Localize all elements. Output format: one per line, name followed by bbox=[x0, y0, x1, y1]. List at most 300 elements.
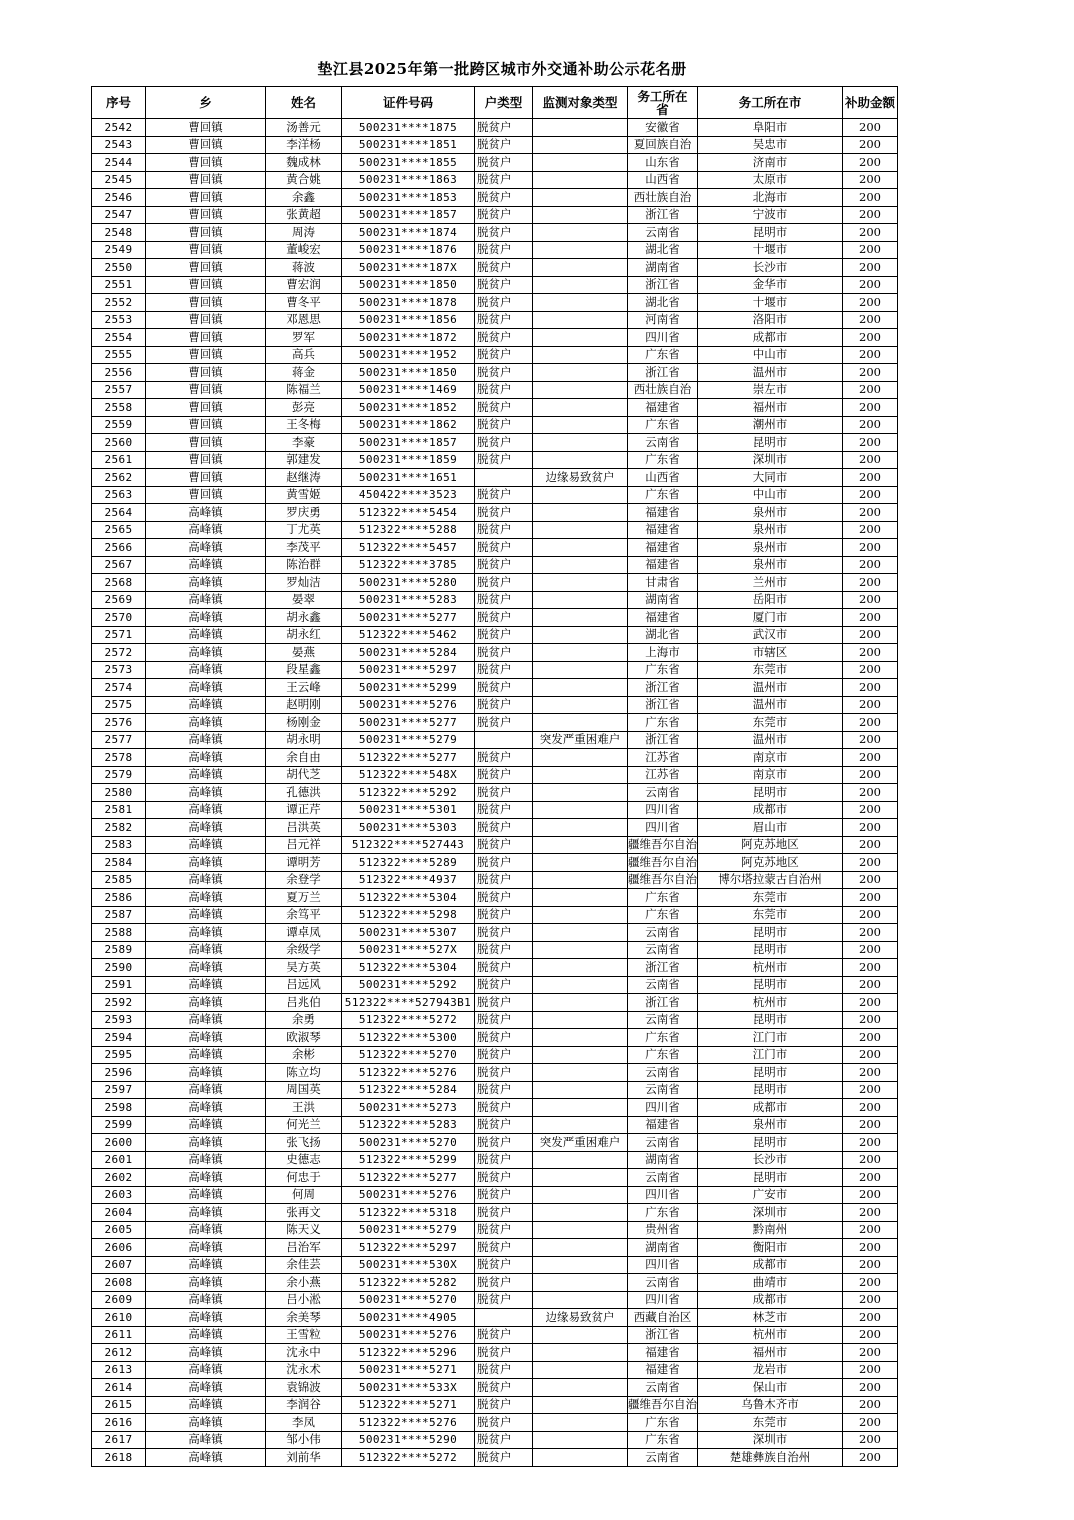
cell-monitor-type bbox=[533, 1046, 628, 1064]
cell-name: 蒋波 bbox=[266, 259, 342, 277]
cell-household-type: 脱贫户 bbox=[475, 1029, 533, 1047]
cell-name: 沈永术 bbox=[266, 1361, 342, 1379]
cell-work-province: 上海市 bbox=[628, 644, 698, 662]
cell-household-type: 脱贫户 bbox=[475, 941, 533, 959]
cell-subsidy: 200 bbox=[843, 329, 898, 347]
cell-township: 高峰镇 bbox=[146, 731, 266, 749]
cell-index: 2550 bbox=[92, 259, 146, 277]
col-header-township: 乡 bbox=[146, 87, 266, 119]
cell-id-number: 500231****1857 bbox=[342, 206, 475, 224]
cell-monitor-type bbox=[533, 136, 628, 154]
cell-monitor-type bbox=[533, 276, 628, 294]
cell-name: 曹宏润 bbox=[266, 276, 342, 294]
cell-subsidy: 200 bbox=[843, 1221, 898, 1239]
cell-index: 2591 bbox=[92, 976, 146, 994]
cell-name: 胡永鑫 bbox=[266, 609, 342, 627]
cell-township: 曹回镇 bbox=[146, 399, 266, 417]
cell-work-province: 湖南省 bbox=[628, 1151, 698, 1169]
table-row bbox=[92, 416, 898, 434]
table-row bbox=[92, 1344, 898, 1362]
cell-id-number: 512322****4937 bbox=[342, 871, 475, 889]
cell-subsidy: 200 bbox=[843, 1291, 898, 1309]
cell-name: 罗灿洁 bbox=[266, 574, 342, 592]
cell-work-province: 浙江省 bbox=[628, 364, 698, 382]
cell-id-number: 512322****5298 bbox=[342, 906, 475, 924]
cell-id-number: 512322****5297 bbox=[342, 1239, 475, 1257]
table-row bbox=[92, 836, 898, 854]
table-row bbox=[92, 941, 898, 959]
cell-subsidy: 200 bbox=[843, 696, 898, 714]
cell-index: 2574 bbox=[92, 679, 146, 697]
cell-work-city: 昆明市 bbox=[698, 976, 843, 994]
cell-work-city: 昆明市 bbox=[698, 1134, 843, 1152]
cell-subsidy: 200 bbox=[843, 906, 898, 924]
cell-monitor-type bbox=[533, 819, 628, 837]
cell-name: 陈天义 bbox=[266, 1221, 342, 1239]
cell-monitor-type bbox=[533, 889, 628, 907]
cell-index: 2572 bbox=[92, 644, 146, 662]
cell-work-province: 云南省 bbox=[628, 1274, 698, 1292]
cell-id-number: 500231****533X bbox=[342, 1379, 475, 1397]
cell-subsidy: 200 bbox=[843, 259, 898, 277]
cell-work-province: 湖北省 bbox=[628, 241, 698, 259]
cell-monitor-type bbox=[533, 959, 628, 977]
cell-name: 陈福兰 bbox=[266, 381, 342, 399]
cell-index: 2594 bbox=[92, 1029, 146, 1047]
cell-subsidy: 200 bbox=[843, 854, 898, 872]
cell-township: 高峰镇 bbox=[146, 504, 266, 522]
cell-work-province: 广东省 bbox=[628, 1029, 698, 1047]
cell-id-number: 512322****5276 bbox=[342, 1414, 475, 1432]
cell-index: 2618 bbox=[92, 1449, 146, 1467]
cell-work-province: 四川省 bbox=[628, 1186, 698, 1204]
cell-work-province: 山西省 bbox=[628, 171, 698, 189]
cell-township: 曹回镇 bbox=[146, 364, 266, 382]
table-row bbox=[92, 171, 898, 189]
cell-township: 高峰镇 bbox=[146, 1361, 266, 1379]
cell-name: 吕治军 bbox=[266, 1239, 342, 1257]
cell-subsidy: 200 bbox=[843, 346, 898, 364]
cell-monitor-type bbox=[533, 854, 628, 872]
cell-subsidy: 200 bbox=[843, 171, 898, 189]
cell-subsidy: 200 bbox=[843, 1064, 898, 1082]
cell-township: 高峰镇 bbox=[146, 801, 266, 819]
cell-index: 2554 bbox=[92, 329, 146, 347]
cell-work-province: 浙江省 bbox=[628, 994, 698, 1012]
cell-index: 2585 bbox=[92, 871, 146, 889]
cell-subsidy: 200 bbox=[843, 801, 898, 819]
cell-household-type bbox=[475, 469, 533, 487]
cell-monitor-type bbox=[533, 381, 628, 399]
cell-work-city: 泉州市 bbox=[698, 521, 843, 539]
cell-subsidy: 200 bbox=[843, 1396, 898, 1414]
table-row bbox=[92, 1134, 898, 1152]
cell-work-province: 疆维吾尔自治 bbox=[628, 1396, 698, 1414]
cell-id-number: 500231****1651 bbox=[342, 469, 475, 487]
cell-monitor-type bbox=[533, 906, 628, 924]
cell-index: 2600 bbox=[92, 1134, 146, 1152]
cell-monitor-type bbox=[533, 696, 628, 714]
cell-township: 高峰镇 bbox=[146, 854, 266, 872]
cell-household-type: 脱贫户 bbox=[475, 661, 533, 679]
cell-work-city: 广安市 bbox=[698, 1186, 843, 1204]
cell-work-city: 东莞市 bbox=[698, 661, 843, 679]
cell-household-type: 脱贫户 bbox=[475, 1186, 533, 1204]
cell-monitor-type bbox=[533, 486, 628, 504]
cell-work-province: 四川省 bbox=[628, 801, 698, 819]
cell-township: 高峰镇 bbox=[146, 766, 266, 784]
cell-monitor-type bbox=[533, 1204, 628, 1222]
cell-work-province: 云南省 bbox=[628, 1081, 698, 1099]
cell-household-type: 脱贫户 bbox=[475, 1116, 533, 1134]
table-row bbox=[92, 1186, 898, 1204]
cell-township: 曹回镇 bbox=[146, 311, 266, 329]
cell-township: 高峰镇 bbox=[146, 626, 266, 644]
cell-work-province: 浙江省 bbox=[628, 959, 698, 977]
cell-township: 高峰镇 bbox=[146, 836, 266, 854]
cell-name: 吕远风 bbox=[266, 976, 342, 994]
cell-household-type: 脱贫户 bbox=[475, 259, 533, 277]
cell-monitor-type: 突发严重困难户 bbox=[533, 1134, 628, 1152]
table-row bbox=[92, 434, 898, 452]
cell-index: 2602 bbox=[92, 1169, 146, 1187]
cell-name: 彭亮 bbox=[266, 399, 342, 417]
cell-work-province: 四川省 bbox=[628, 1256, 698, 1274]
cell-work-province: 湖南省 bbox=[628, 591, 698, 609]
table-row bbox=[92, 1256, 898, 1274]
cell-household-type: 脱贫户 bbox=[475, 224, 533, 242]
cell-township: 高峰镇 bbox=[146, 819, 266, 837]
cell-household-type: 脱贫户 bbox=[475, 959, 533, 977]
cell-monitor-type bbox=[533, 1239, 628, 1257]
cell-household-type: 脱贫户 bbox=[475, 1291, 533, 1309]
cell-name: 吕洪英 bbox=[266, 819, 342, 837]
cell-id-number: 512322****548X bbox=[342, 766, 475, 784]
cell-work-city: 阿克苏地区 bbox=[698, 854, 843, 872]
cell-monitor-type bbox=[533, 1344, 628, 1362]
cell-index: 2552 bbox=[92, 294, 146, 312]
cell-name: 欧淑琴 bbox=[266, 1029, 342, 1047]
cell-work-city: 岳阳市 bbox=[698, 591, 843, 609]
cell-name: 吴方英 bbox=[266, 959, 342, 977]
cell-id-number: 500231****1850 bbox=[342, 364, 475, 382]
cell-monitor-type bbox=[533, 626, 628, 644]
cell-index: 2617 bbox=[92, 1431, 146, 1449]
cell-id-number: 512322****527943B1 bbox=[342, 994, 475, 1012]
table-row bbox=[92, 206, 898, 224]
cell-id-number: 500231****5292 bbox=[342, 976, 475, 994]
cell-subsidy: 200 bbox=[843, 731, 898, 749]
table-row bbox=[92, 346, 898, 364]
table-row bbox=[92, 154, 898, 172]
cell-household-type: 脱贫户 bbox=[475, 591, 533, 609]
cell-id-number: 512322****5300 bbox=[342, 1029, 475, 1047]
cell-monitor-type bbox=[533, 434, 628, 452]
cell-id-number: 500231****5297 bbox=[342, 661, 475, 679]
cell-work-city: 眉山市 bbox=[698, 819, 843, 837]
cell-subsidy: 200 bbox=[843, 644, 898, 662]
cell-index: 2603 bbox=[92, 1186, 146, 1204]
cell-work-province: 福建省 bbox=[628, 504, 698, 522]
cell-township: 高峰镇 bbox=[146, 1239, 266, 1257]
cell-name: 李豪 bbox=[266, 434, 342, 452]
cell-name: 王冬梅 bbox=[266, 416, 342, 434]
cell-subsidy: 200 bbox=[843, 1449, 898, 1467]
cell-monitor-type bbox=[533, 609, 628, 627]
table-row bbox=[92, 889, 898, 907]
cell-work-city: 洛阳市 bbox=[698, 311, 843, 329]
table-row bbox=[92, 1361, 898, 1379]
cell-work-province: 福建省 bbox=[628, 609, 698, 627]
cell-work-province: 四川省 bbox=[628, 1291, 698, 1309]
table-row bbox=[92, 1431, 898, 1449]
cell-subsidy: 200 bbox=[843, 276, 898, 294]
cell-monitor-type bbox=[533, 1186, 628, 1204]
cell-household-type: 脱贫户 bbox=[475, 1099, 533, 1117]
cell-name: 史德志 bbox=[266, 1151, 342, 1169]
table-row bbox=[92, 1449, 898, 1467]
cell-subsidy: 200 bbox=[843, 1081, 898, 1099]
cell-name: 何光兰 bbox=[266, 1116, 342, 1134]
cell-index: 2542 bbox=[92, 119, 146, 137]
cell-name: 郭建发 bbox=[266, 451, 342, 469]
cell-id-number: 512322****5272 bbox=[342, 1011, 475, 1029]
cell-work-city: 杭州市 bbox=[698, 994, 843, 1012]
cell-name: 余鑫 bbox=[266, 189, 342, 207]
cell-name: 余级学 bbox=[266, 941, 342, 959]
cell-township: 曹回镇 bbox=[146, 119, 266, 137]
cell-household-type: 脱贫户 bbox=[475, 154, 533, 172]
cell-work-city: 济南市 bbox=[698, 154, 843, 172]
cell-work-city: 东莞市 bbox=[698, 714, 843, 732]
table-row bbox=[92, 644, 898, 662]
cell-work-province: 广东省 bbox=[628, 661, 698, 679]
cell-id-number: 512322****5283 bbox=[342, 1116, 475, 1134]
cell-township: 高峰镇 bbox=[146, 1396, 266, 1414]
cell-work-city: 保山市 bbox=[698, 1379, 843, 1397]
cell-work-city: 昆明市 bbox=[698, 784, 843, 802]
table-row bbox=[92, 1239, 898, 1257]
cell-name: 丁尤英 bbox=[266, 521, 342, 539]
cell-work-city: 昆明市 bbox=[698, 1064, 843, 1082]
cell-work-city: 曲靖市 bbox=[698, 1274, 843, 1292]
cell-name: 王云峰 bbox=[266, 679, 342, 697]
table-row bbox=[92, 871, 898, 889]
cell-index: 2597 bbox=[92, 1081, 146, 1099]
cell-monitor-type bbox=[533, 976, 628, 994]
cell-id-number: 512322****5288 bbox=[342, 521, 475, 539]
cell-index: 2556 bbox=[92, 364, 146, 382]
cell-monitor-type bbox=[533, 1274, 628, 1292]
cell-monitor-type bbox=[533, 714, 628, 732]
cell-township: 高峰镇 bbox=[146, 1274, 266, 1292]
cell-id-number: 512322****5454 bbox=[342, 504, 475, 522]
cell-township: 高峰镇 bbox=[146, 1326, 266, 1344]
cell-subsidy: 200 bbox=[843, 1309, 898, 1327]
header-row bbox=[92, 87, 898, 119]
cell-work-province: 浙江省 bbox=[628, 276, 698, 294]
cell-township: 高峰镇 bbox=[146, 1064, 266, 1082]
cell-subsidy: 200 bbox=[843, 486, 898, 504]
cell-work-province: 山东省 bbox=[628, 154, 698, 172]
cell-id-number: 500231****1876 bbox=[342, 241, 475, 259]
cell-household-type: 脱贫户 bbox=[475, 766, 533, 784]
cell-household-type: 脱贫户 bbox=[475, 504, 533, 522]
cell-monitor-type bbox=[533, 994, 628, 1012]
table-row bbox=[92, 1326, 898, 1344]
cell-name: 胡永红 bbox=[266, 626, 342, 644]
cell-work-city: 成都市 bbox=[698, 1291, 843, 1309]
cell-monitor-type bbox=[533, 1361, 628, 1379]
cell-household-type: 脱贫户 bbox=[475, 206, 533, 224]
cell-subsidy: 200 bbox=[843, 451, 898, 469]
table-row bbox=[92, 801, 898, 819]
cell-index: 2558 bbox=[92, 399, 146, 417]
cell-id-number: 500231****1863 bbox=[342, 171, 475, 189]
cell-household-type: 脱贫户 bbox=[475, 521, 533, 539]
cell-index: 2560 bbox=[92, 434, 146, 452]
cell-work-province: 浙江省 bbox=[628, 679, 698, 697]
cell-household-type: 脱贫户 bbox=[475, 574, 533, 592]
cell-work-city: 阜阳市 bbox=[698, 119, 843, 137]
cell-name: 魏成林 bbox=[266, 154, 342, 172]
cell-id-number: 500231****5271 bbox=[342, 1361, 475, 1379]
cell-index: 2606 bbox=[92, 1239, 146, 1257]
cell-id-number: 500231****1850 bbox=[342, 276, 475, 294]
cell-id-number: 500231****5277 bbox=[342, 714, 475, 732]
cell-index: 2601 bbox=[92, 1151, 146, 1169]
cell-work-province: 福建省 bbox=[628, 539, 698, 557]
table-row bbox=[92, 294, 898, 312]
table-row bbox=[92, 1396, 898, 1414]
cell-name: 高兵 bbox=[266, 346, 342, 364]
cell-index: 2575 bbox=[92, 696, 146, 714]
cell-index: 2611 bbox=[92, 1326, 146, 1344]
cell-work-province: 河南省 bbox=[628, 311, 698, 329]
cell-monitor-type bbox=[533, 679, 628, 697]
table-row bbox=[92, 784, 898, 802]
cell-household-type: 脱贫户 bbox=[475, 434, 533, 452]
cell-monitor-type bbox=[533, 1326, 628, 1344]
cell-subsidy: 200 bbox=[843, 311, 898, 329]
cell-index: 2568 bbox=[92, 574, 146, 592]
cell-work-city: 十堰市 bbox=[698, 241, 843, 259]
cell-household-type: 脱贫户 bbox=[475, 346, 533, 364]
cell-subsidy: 200 bbox=[843, 556, 898, 574]
cell-work-province: 安徽省 bbox=[628, 119, 698, 137]
cell-work-city: 昆明市 bbox=[698, 1169, 843, 1187]
cell-household-type: 脱贫户 bbox=[475, 294, 533, 312]
cell-work-city: 博尔塔拉蒙古自治州 bbox=[698, 871, 843, 889]
cell-name: 何周 bbox=[266, 1186, 342, 1204]
cell-township: 高峰镇 bbox=[146, 1344, 266, 1362]
cell-monitor-type bbox=[533, 644, 628, 662]
cell-name: 周涛 bbox=[266, 224, 342, 242]
cell-work-city: 黔南州 bbox=[698, 1221, 843, 1239]
cell-household-type: 脱贫户 bbox=[475, 976, 533, 994]
cell-work-city: 宁波市 bbox=[698, 206, 843, 224]
cell-id-number: 512322****5272 bbox=[342, 1449, 475, 1467]
cell-id-number: 500231****5276 bbox=[342, 696, 475, 714]
cell-work-city: 昆明市 bbox=[698, 434, 843, 452]
cell-household-type: 脱贫户 bbox=[475, 801, 533, 819]
cell-monitor-type bbox=[533, 539, 628, 557]
cell-index: 2598 bbox=[92, 1099, 146, 1117]
cell-work-city: 楚雄彝族自治州 bbox=[698, 1449, 843, 1467]
cell-monitor-type bbox=[533, 1064, 628, 1082]
cell-id-number: 500231****1875 bbox=[342, 119, 475, 137]
cell-work-city: 江门市 bbox=[698, 1046, 843, 1064]
cell-work-city: 温州市 bbox=[698, 679, 843, 697]
cell-name: 刘前华 bbox=[266, 1449, 342, 1467]
cell-township: 高峰镇 bbox=[146, 1116, 266, 1134]
cell-id-number: 512322****3785 bbox=[342, 556, 475, 574]
cell-id-number: 500231****5283 bbox=[342, 591, 475, 609]
cell-monitor-type bbox=[533, 924, 628, 942]
col-header-subsidy: 补助金额 bbox=[843, 87, 898, 119]
cell-monitor-type bbox=[533, 521, 628, 539]
cell-township: 高峰镇 bbox=[146, 591, 266, 609]
cell-township: 高峰镇 bbox=[146, 994, 266, 1012]
cell-subsidy: 200 bbox=[843, 1029, 898, 1047]
cell-id-number: 512322****5457 bbox=[342, 539, 475, 557]
cell-index: 2581 bbox=[92, 801, 146, 819]
page-title: 垫江县2025年第一批跨区城市外交通补助公示花名册 bbox=[317, 60, 687, 78]
table-row bbox=[92, 854, 898, 872]
cell-work-province: 广东省 bbox=[628, 1204, 698, 1222]
cell-subsidy: 200 bbox=[843, 871, 898, 889]
cell-work-city: 南京市 bbox=[698, 749, 843, 767]
cell-township: 高峰镇 bbox=[146, 1151, 266, 1169]
table-row bbox=[92, 1046, 898, 1064]
table-row bbox=[92, 1204, 898, 1222]
cell-work-province: 广东省 bbox=[628, 1431, 698, 1449]
cell-id-number: 512322****5304 bbox=[342, 889, 475, 907]
cell-work-city: 北海市 bbox=[698, 189, 843, 207]
cell-work-province: 广东省 bbox=[628, 714, 698, 732]
cell-subsidy: 200 bbox=[843, 889, 898, 907]
cell-id-number: 500231****530X bbox=[342, 1256, 475, 1274]
table-row bbox=[92, 609, 898, 627]
cell-subsidy: 200 bbox=[843, 381, 898, 399]
cell-name: 蒋金 bbox=[266, 364, 342, 382]
cell-monitor-type bbox=[533, 1081, 628, 1099]
cell-household-type: 脱贫户 bbox=[475, 539, 533, 557]
cell-work-city: 深圳市 bbox=[698, 451, 843, 469]
cell-monitor-type bbox=[533, 661, 628, 679]
table-row bbox=[92, 959, 898, 977]
cell-work-province: 广东省 bbox=[628, 346, 698, 364]
cell-work-city: 南京市 bbox=[698, 766, 843, 784]
col-header-index: 序号 bbox=[92, 87, 146, 119]
cell-work-province: 福建省 bbox=[628, 1116, 698, 1134]
cell-township: 高峰镇 bbox=[146, 889, 266, 907]
cell-index: 2570 bbox=[92, 609, 146, 627]
cell-id-number: 500231****5270 bbox=[342, 1291, 475, 1309]
cell-subsidy: 200 bbox=[843, 1099, 898, 1117]
cell-household-type: 脱贫户 bbox=[475, 1449, 533, 1467]
cell-name: 胡永明 bbox=[266, 731, 342, 749]
cell-subsidy: 200 bbox=[843, 819, 898, 837]
cell-subsidy: 200 bbox=[843, 976, 898, 994]
cell-household-type: 脱贫户 bbox=[475, 416, 533, 434]
cell-township: 高峰镇 bbox=[146, 1169, 266, 1187]
table-row bbox=[92, 976, 898, 994]
cell-subsidy: 200 bbox=[843, 994, 898, 1012]
cell-work-city: 崇左市 bbox=[698, 381, 843, 399]
cell-subsidy: 200 bbox=[843, 224, 898, 242]
cell-township: 高峰镇 bbox=[146, 661, 266, 679]
